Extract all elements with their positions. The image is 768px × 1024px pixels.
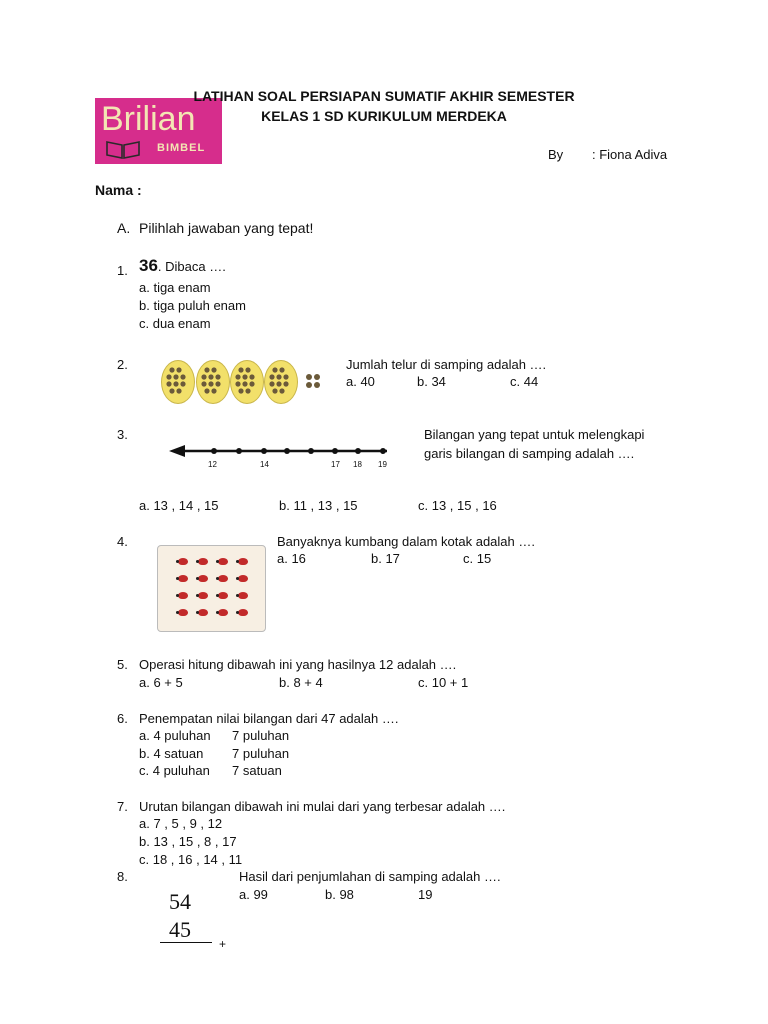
addend-1: 54 <box>169 889 191 914</box>
q4-option-a: a. 16 <box>277 551 306 566</box>
q6-number: 6. <box>117 711 128 726</box>
q1-question <box>139 258 226 275</box>
q2-text: Jumlah telur di samping adalah …. <box>346 357 547 372</box>
q5-option-b: b. 8 + 4 <box>279 675 323 690</box>
q4-option-c: c. 15 <box>463 551 492 566</box>
tick-12: 12 <box>208 460 217 469</box>
q6-option-c: c. 4 puluhan <box>139 763 210 778</box>
q8-option-b: b. 98 <box>325 887 354 902</box>
q1-number: 1. <box>117 263 128 278</box>
q8-option-c: 19 <box>418 887 433 902</box>
q6-text: Penempatan nilai bilangan dari 47 adalah …. <box>139 711 399 726</box>
arrow-left-icon <box>169 445 185 457</box>
q8-number: 8. <box>117 869 128 884</box>
q8-option-a: a. 99 <box>239 887 268 902</box>
by-label: By <box>548 147 564 162</box>
tick-14: 14 <box>260 460 269 469</box>
q6-option-c-value: 7 satuan <box>232 763 282 778</box>
q5-text: Operasi hitung dibawah ini yang hasilnya 12 adalah …. <box>139 657 457 672</box>
title-line-2: KELAS 1 SD KURIKULUM MERDEKA <box>261 108 507 124</box>
tick-18: 18 <box>353 460 362 469</box>
q4-option-b: b. 17 <box>371 551 400 566</box>
q7-text: Urutan bilangan dibawah ini mulai dari yang terbesar adalah …. <box>139 799 506 814</box>
q1-text: . Dibaca …. <box>157 259 226 274</box>
author-name: : Fiona Adiva <box>592 147 668 162</box>
sum-line <box>160 942 212 943</box>
q7-number: 7. <box>117 799 128 814</box>
book-icon <box>105 136 141 160</box>
q4-text: Banyaknya kumbang dalam kotak adalah …. <box>277 534 535 549</box>
q6-option-a-value: 7 puluhan <box>232 728 290 743</box>
q3-option-b: b. 11 , 13 , 15 <box>279 498 358 513</box>
q4-number: 4. <box>117 534 128 549</box>
q7-option-c: c. 18 , 16 , 14 , 11 <box>139 852 243 867</box>
addend-2: 45 <box>169 917 191 942</box>
q2-option-b: b. 34 <box>417 374 446 389</box>
logo-subtitle: BIMBEL <box>157 142 206 154</box>
egg-dots <box>160 360 300 404</box>
q3-text-line-1: Bilangan yang tepat untuk melengkapi <box>424 427 645 442</box>
q2-option-a: a. 40 <box>346 374 375 389</box>
q3-text-line-2: garis bilangan di samping adalah …. <box>424 446 635 461</box>
q7-option-a: a. 7 , 5 , 9 , 12 <box>139 816 223 831</box>
loose-eggs <box>304 370 328 394</box>
q3-number: 3. <box>117 427 128 442</box>
q7-option-b: b. 13 , 15 , 8 , 17 <box>139 834 237 849</box>
q1-option-b: b. tiga puluh enam <box>139 298 246 313</box>
section-instruction: Pilihlah jawaban yang tepat! <box>139 220 314 236</box>
section-letter: A. <box>117 220 131 236</box>
q5-option-a: a. 6 + 5 <box>139 675 183 690</box>
q6-option-a: a. 4 puluhan <box>139 728 211 743</box>
q6-option-b: b. 4 satuan <box>139 746 204 761</box>
q3-option-c: c. 13 , 15 , 16 <box>418 498 497 513</box>
title-line-1: LATIHAN SOAL PERSIAPAN SUMATIF AKHIR SEMESTER <box>193 88 575 104</box>
tick-19: 19 <box>378 460 387 469</box>
name-label: Nama : <box>95 182 142 198</box>
beetle-box <box>157 545 266 632</box>
plus-sign: + <box>219 937 227 951</box>
q8-text: Hasil dari penjumlahan di samping adalah …. <box>239 869 501 884</box>
q1-option-c: c. dua enam <box>139 316 211 331</box>
q5-number: 5. <box>117 657 128 672</box>
q5-option-c: c. 10 + 1 <box>418 675 469 690</box>
q1-big-number: 36 <box>139 256 158 275</box>
q6-option-b-value: 7 puluhan <box>232 746 290 761</box>
q1-option-a: a. tiga enam <box>139 280 211 295</box>
logo-wordmark: Brilian <box>101 100 196 138</box>
q2-number: 2. <box>117 357 128 372</box>
q3-option-a: a. 13 , 14 , 15 <box>139 498 219 513</box>
tick-17: 17 <box>331 460 340 469</box>
q2-option-c: c. 44 <box>510 374 539 389</box>
